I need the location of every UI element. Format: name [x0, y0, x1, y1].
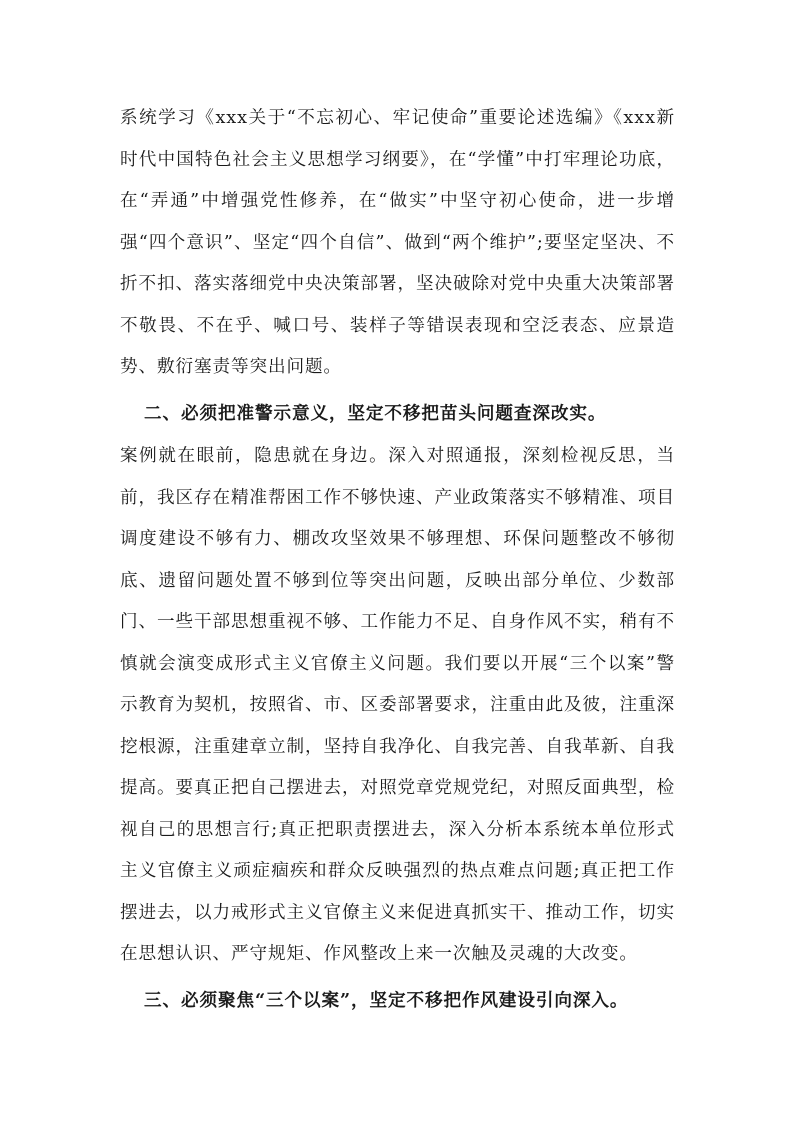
paragraph-section-2: 案例就在眼前，隐患就在身边。深入对照通报，深刻检视反思，当前，我区存在精准帮困工作不够快速、产业政策落实不够精准、项目调度建设不够有力、棚改攻坚效果不够理想、环保问题整改不够彻底、遗留问题处置不够到位等突出问题，反映出部分单位、少数部门、一些干部思想重视不够、工作能力不足、自身作风不实，稍有不慎就会演变成形式主义官僚主义问题。我们要以开展“三个以案”警示教育为契机，按照省、市、区委部署要求，注重由此及彼，注重深挖根源，注重建章立制，坚持自我净化、自我完善、自我革新、自我提高。要真正把自己摆进去，对照党章党规党纪，对照反面典型，检视自己的思想言行;真正把职责摆进去，深入分析本系统本单位形式主义官僚主义顽症痼疾和群众反映强烈的热点难点问题;真正把工作摆进去，以力戒形式主义官僚主义来促进真抓实干、推动工作，切实在思想认识、严守规矩、作风整改上来一次触及灵魂的大改变。: [120, 446, 675, 964]
section-heading-2: 二、必须把准警示意义，坚定不移把苗头问题查深改实。: [144, 402, 607, 424]
section-heading-3: 三、必须聚焦“三个以案”，坚定不移把作风建设引向深入。: [144, 989, 629, 1011]
paragraph-continuation: 系统学习《xxx关于“不忘初心、牢记使命”重要论述选编》《xxx新时代中国特色社会主义思想学习纲要》，在“学懂”中打牢理论功底，在“弄通”中增强党性修养，在“做实”中坚守初心使命，进一步增强“四个意识”、坚定“四个自信”、做到“两个维护”;要坚定坚决、不折不扣、落实落细党中央决策部署，坚决破除对党中央重大决策部署不敬畏、不在乎、喊口号、装样子等错误表现和空泛表态、应景造势、敷衍塞责等突出问题。: [120, 108, 675, 377]
document-body: [120, 98, 675, 1021]
